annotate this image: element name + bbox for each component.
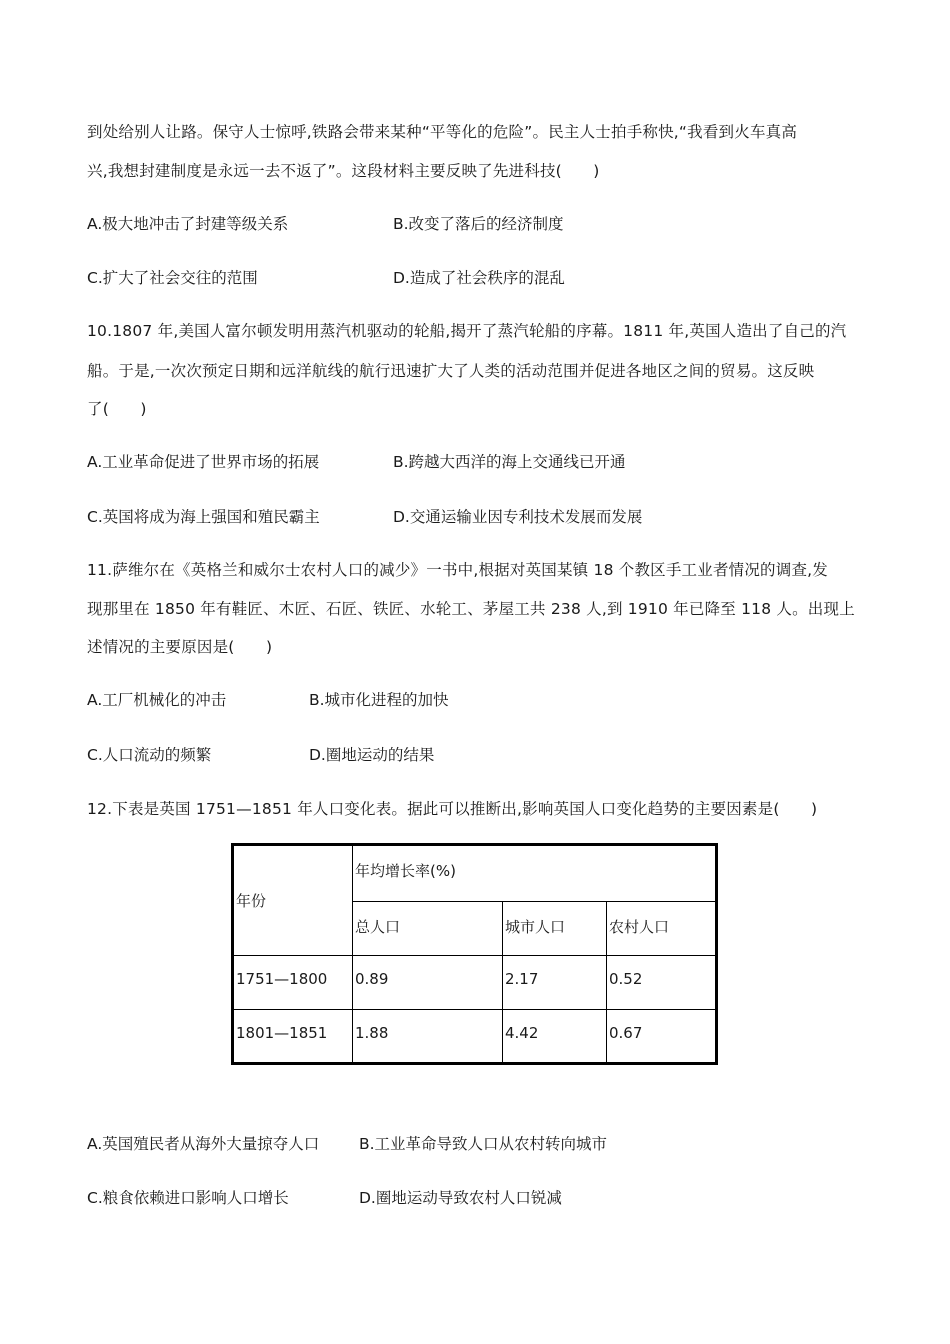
q12-option-b: B.工业革命导致人口从农村转向城市	[359, 1135, 608, 1153]
q9-stem-line-2: 兴,我想封建制度是永远一去不返了”。这段材料主要反映了先进科技( )	[87, 162, 600, 180]
q11-stem-line-2: 现那里在 1850 年有鞋匠、木匠、石匠、铁匠、水轮工、茅屋工共 238 人,到 1910 年已降至 118 人。出现上	[87, 600, 855, 618]
q11-stem-line-3: 述情况的主要原因是( )	[87, 638, 273, 656]
q11-option-d: D.圈地运动的结果	[309, 746, 435, 764]
q11-stem-line-1: 11.萨维尔在《英格兰和威尔士农村人口的减少》一书中,根据对英国某镇 18 个教区手工业者情况的调查,发	[87, 561, 828, 579]
population-table	[231, 843, 718, 1065]
q11-option-c: C.人口流动的频繁	[87, 746, 212, 764]
q9-option-c: C.扩大了社会交往的范围	[87, 269, 258, 287]
q10-option-c: C.英国将成为海上强国和殖民霸主	[87, 508, 320, 526]
q9-stem-line-1: 到处给别人让路。保守人士惊呼,铁路会带来某种“平等化的危险”。民主人士拍手称快,“我看到火车真高	[87, 123, 798, 141]
q10-stem-line-2: 船。于是,一次次预定日期和远洋航线的航行迅速扩大了人类的活动范围并促进各地区之间的贸易。这反映	[87, 362, 815, 380]
q12-stem-line-1: 12.下表是英国 1751—1851 年人口变化表。据此可以推断出,影响英国人口变化趋势的主要因素是( )	[87, 800, 818, 818]
q9-option-a: A.极大地冲击了封建等级关系	[87, 215, 289, 233]
q10-option-b: B.跨越大西洋的海上交通线已开通	[393, 453, 626, 471]
year-header-cell: 年份	[233, 845, 353, 956]
row-urban: 2.17	[503, 956, 607, 1010]
q11-option-b: B.城市化进程的加快	[309, 691, 449, 709]
q10-option-a: A.工业革命促进了世界市场的拓展	[87, 453, 320, 471]
table-row	[233, 1010, 717, 1064]
row-total: 1.88	[353, 1010, 503, 1064]
row-rural: 0.52	[607, 956, 717, 1010]
q9-option-d: D.造成了社会秩序的混乱	[393, 269, 565, 287]
row-urban: 4.42	[503, 1010, 607, 1064]
row-rural: 0.67	[607, 1010, 717, 1064]
row-year: 1801—1851	[233, 1010, 353, 1064]
table-row	[233, 956, 717, 1010]
q10-stem-line-3: 了( )	[87, 400, 147, 418]
q10-stem-line-1: 10.1807 年,美国人富尔顿发明用蒸汽机驱动的轮船,揭开了蒸汽轮船的序幕。1811 年,英国人造出了自己的汽	[87, 322, 847, 340]
row-year: 1751—1800	[233, 956, 353, 1010]
q12-option-d: D.圈地运动导致农村人口锐减	[359, 1189, 562, 1207]
row-total: 0.89	[353, 956, 503, 1010]
sub-header-total: 总人口	[353, 902, 503, 956]
q12-option-a: A.英国殖民者从海外大量掠夺人口	[87, 1135, 320, 1153]
rate-header-cell: 年均增长率(%)	[353, 845, 717, 902]
q11-option-a: A.工厂机械化的冲击	[87, 691, 227, 709]
q9-option-b: B.改变了落后的经济制度	[393, 215, 564, 233]
sub-header-urban: 城市人口	[503, 902, 607, 956]
q12-option-c: C.粮食依赖进口影响人口增长	[87, 1189, 289, 1207]
sub-header-rural: 农村人口	[607, 902, 717, 956]
q10-option-d: D.交通运输业因专利技术发展而发展	[393, 508, 643, 526]
